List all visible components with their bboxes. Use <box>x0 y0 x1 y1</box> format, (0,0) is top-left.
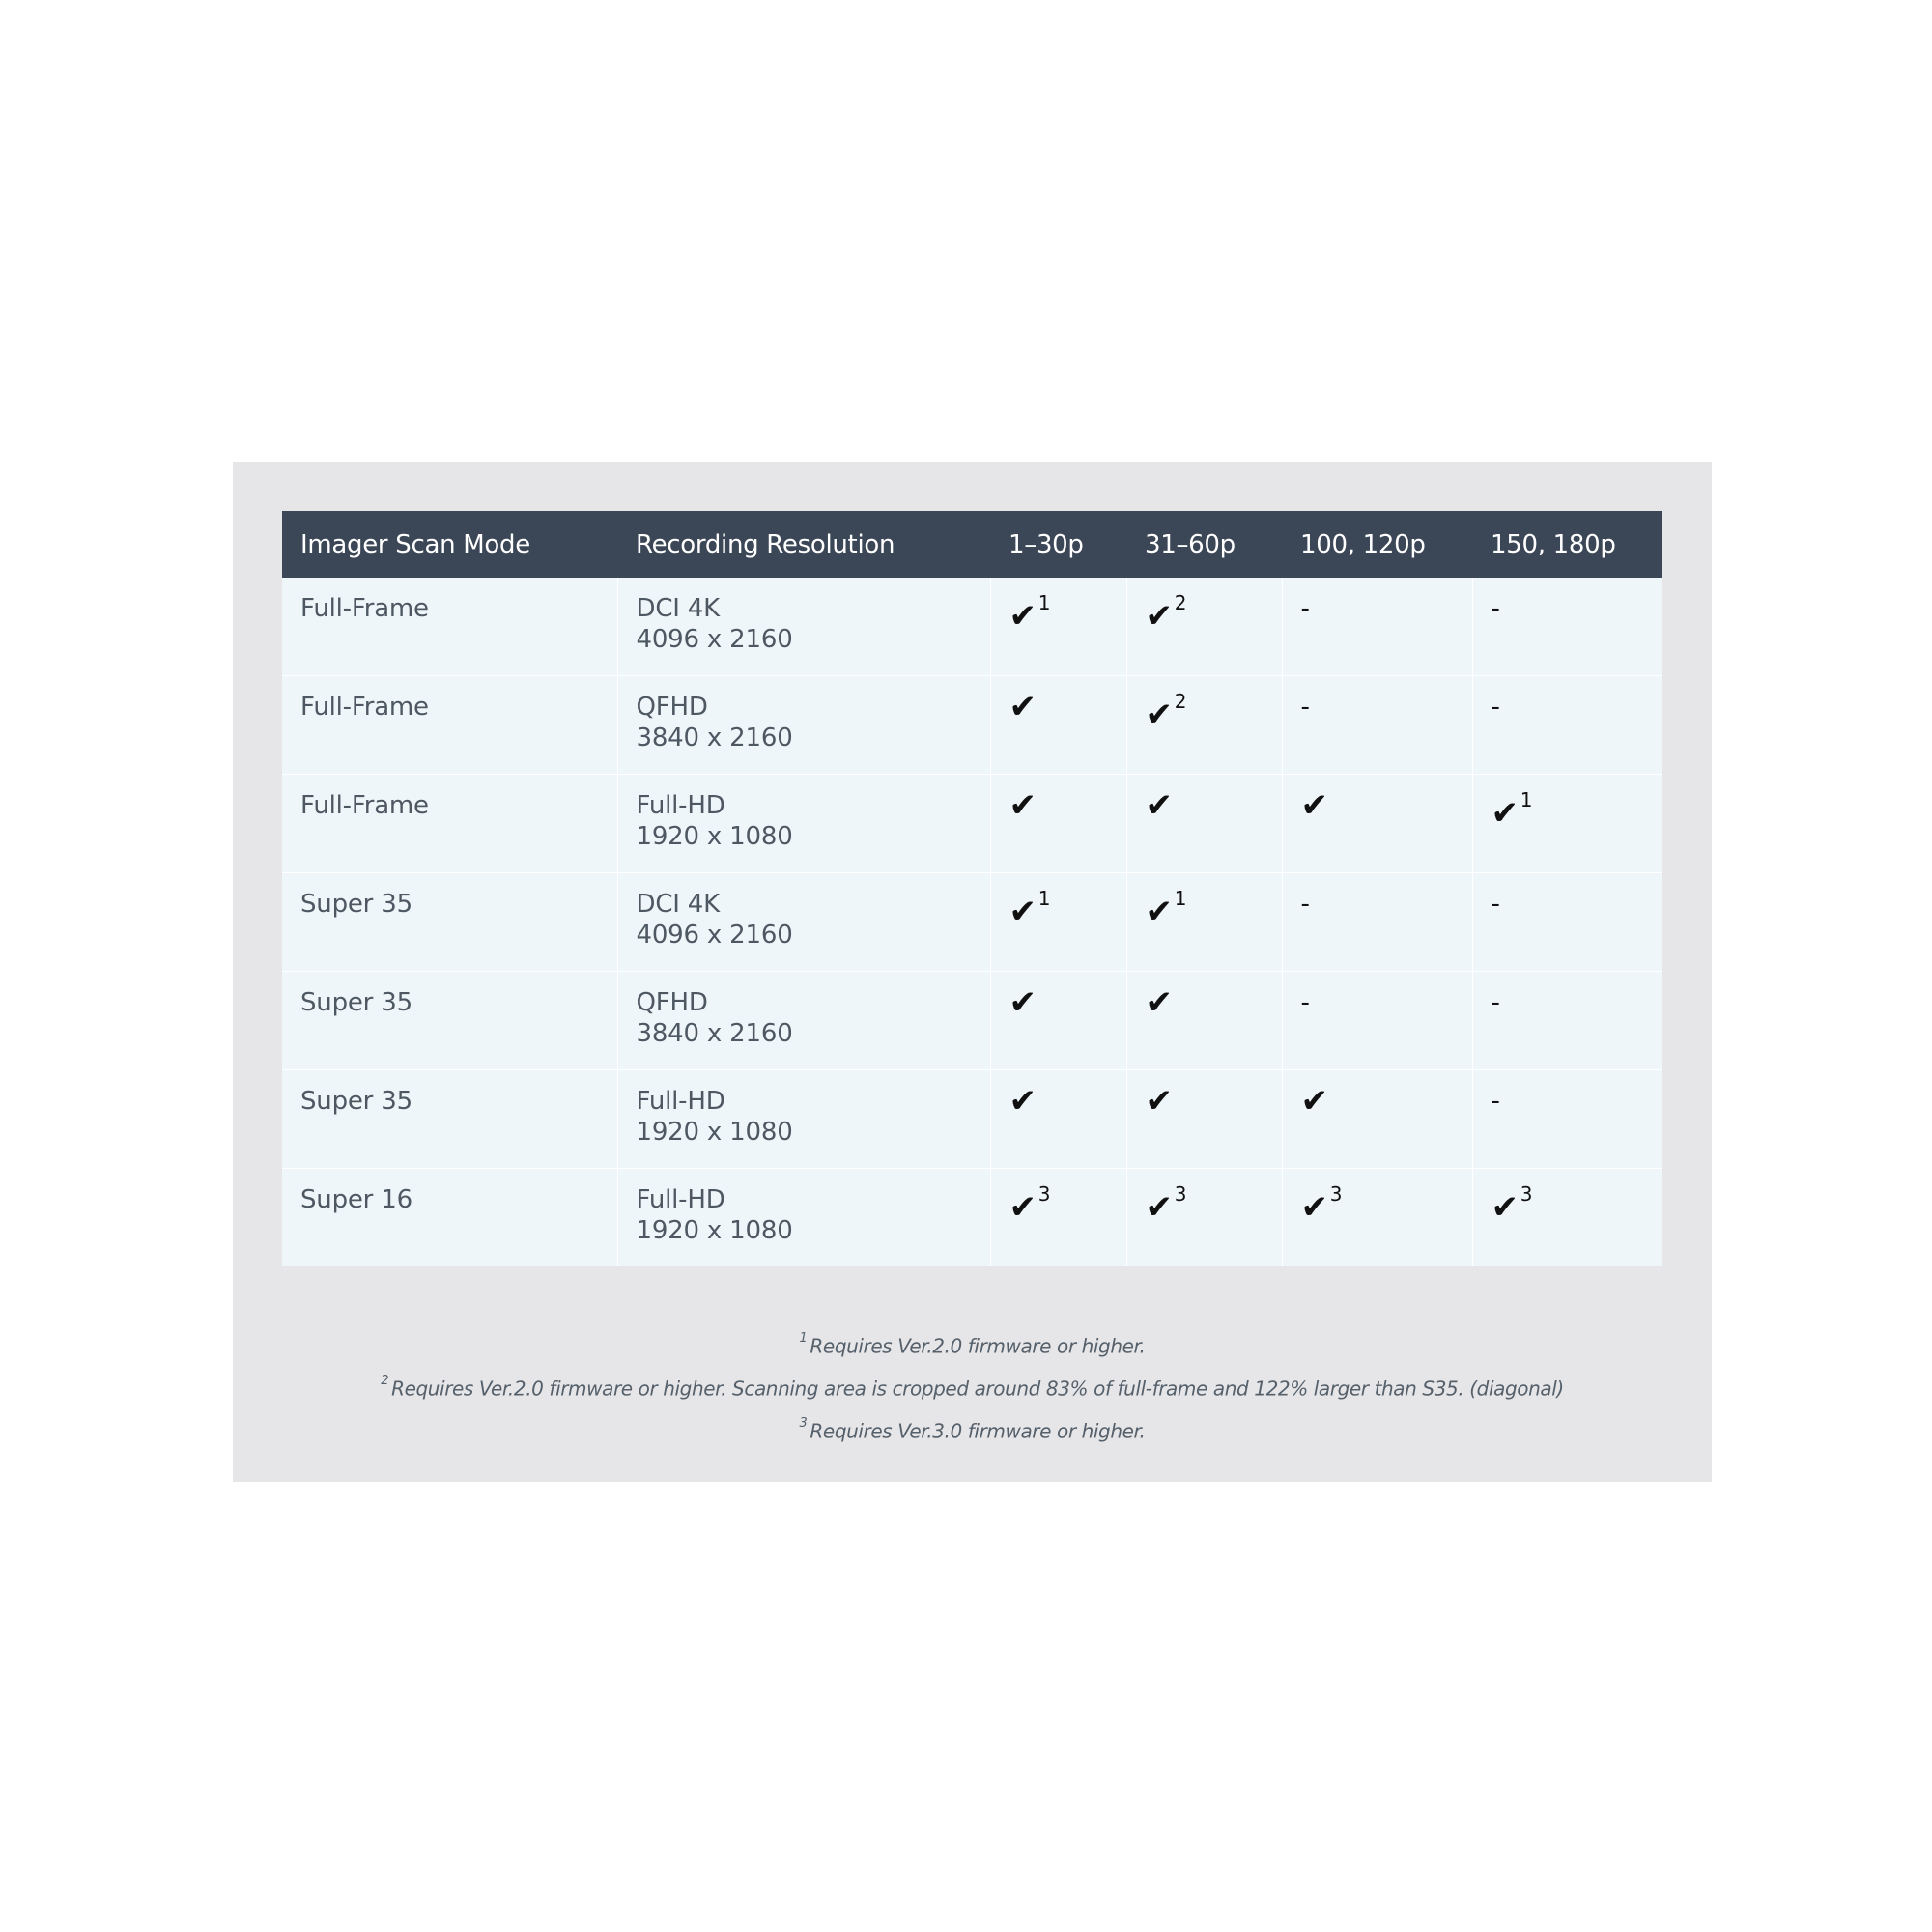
footnote-mark: 2 <box>381 1374 389 1388</box>
cell-frame-rate-support <box>1472 972 1662 1070</box>
cell-scan-mode: Full-Frame <box>282 676 617 775</box>
check-mark-icon: ✔ $^3$ <box>1009 1182 1051 1228</box>
cell-scan-mode: Full-Frame <box>282 775 617 873</box>
footnote-ref: 3 <box>1329 1182 1343 1206</box>
table-row <box>282 676 1662 775</box>
footnote-ref: 2 <box>1174 690 1187 713</box>
check-mark-icon: ✔ $^2$ <box>1145 690 1187 735</box>
not-supported-dash: - <box>1300 890 1310 919</box>
check-mark-icon: ✔ <box>1145 983 1173 1022</box>
cell-frame-rate-support <box>1126 676 1282 775</box>
cell-scan-mode: Full-Frame <box>282 578 617 676</box>
cell-frame-rate-support <box>1282 873 1472 972</box>
check-mark-icon: ✔ <box>1009 688 1037 726</box>
not-supported-dash: - <box>1300 693 1310 722</box>
cell-frame-rate-support <box>1126 775 1282 873</box>
cell-frame-rate-support <box>1282 1169 1472 1267</box>
footnote-ref: 2 <box>1174 591 1187 614</box>
not-supported-dash: - <box>1300 594 1310 623</box>
cell-frame-rate-support <box>990 1070 1126 1169</box>
not-supported-dash: - <box>1491 594 1500 623</box>
cell-resolution <box>617 775 990 873</box>
check-mark-icon: ✔ <box>1145 786 1173 825</box>
cell-frame-rate-support <box>990 873 1126 972</box>
check-mark-icon: ✔ $^2$ <box>1145 591 1187 637</box>
cell-frame-rate-support <box>1282 1070 1472 1169</box>
cell-frame-rate-support <box>1472 873 1662 972</box>
table-row <box>282 873 1662 972</box>
table-row <box>282 1070 1662 1169</box>
check-mark-icon: ✔ <box>1009 983 1037 1022</box>
resolution-name: Full-HD <box>636 1087 725 1116</box>
resolution-name: QFHD <box>636 988 708 1017</box>
cell-frame-rate-support <box>1282 676 1472 775</box>
not-supported-dash: - <box>1491 1087 1500 1116</box>
check-mark-icon: ✔ $^3$ <box>1491 1182 1533 1228</box>
cell-frame-rate-support <box>990 972 1126 1070</box>
check-mark-icon: ✔ $^1$ <box>1491 788 1533 834</box>
cell-frame-rate-support <box>1472 775 1662 873</box>
table-row <box>282 578 1662 676</box>
cell-resolution <box>617 1070 990 1169</box>
resolution-name: QFHD <box>636 693 708 722</box>
cell-scan-mode: Super 16 <box>282 1169 617 1267</box>
footnote-ref: 3 <box>1520 1182 1533 1206</box>
footnote-mark: 1 <box>799 1331 808 1346</box>
cell-frame-rate-support <box>1472 1070 1662 1169</box>
check-mark-icon: ✔ <box>1009 786 1037 825</box>
cell-frame-rate-support <box>1282 578 1472 676</box>
cell-scan-mode: Super 35 <box>282 1070 617 1169</box>
resolution-name: DCI 4K <box>636 594 720 623</box>
footnote-3 <box>233 1406 1712 1449</box>
footnote-text: Requires Ver.2.0 firmware or higher. <box>810 1334 1146 1358</box>
table-row <box>282 1169 1662 1267</box>
not-supported-dash: - <box>1491 988 1500 1017</box>
not-supported-dash: - <box>1491 890 1500 919</box>
cell-frame-rate-support <box>1282 775 1472 873</box>
cell-frame-rate-support <box>1126 972 1282 1070</box>
cell-frame-rate-support <box>1472 578 1662 676</box>
footnote-2 <box>233 1364 1712 1406</box>
check-mark-icon: ✔ $^1$ <box>1009 887 1051 932</box>
check-mark-icon: ✔ $^3$ <box>1300 1182 1343 1228</box>
header-150-180p: 150, 180p <box>1472 511 1662 578</box>
check-mark-icon: ✔ <box>1009 1082 1037 1121</box>
check-mark-icon: ✔ <box>1300 1082 1328 1121</box>
cell-frame-rate-support <box>1126 578 1282 676</box>
cell-frame-rate-support <box>1282 972 1472 1070</box>
footnote-ref: 1 <box>1037 887 1051 910</box>
cell-resolution <box>617 972 990 1070</box>
not-supported-dash: - <box>1491 693 1500 722</box>
header-1-30p: 1–30p <box>990 511 1126 578</box>
cell-frame-rate-support <box>1472 676 1662 775</box>
footnote-ref: 3 <box>1174 1182 1187 1206</box>
resolution-size: 1920 x 1080 <box>636 1216 793 1245</box>
footnotes <box>233 1321 1712 1449</box>
cell-frame-rate-support <box>1126 1169 1282 1267</box>
spec-panel <box>233 462 1712 1482</box>
cell-frame-rate-support <box>990 775 1126 873</box>
cell-frame-rate-support <box>1126 873 1282 972</box>
resolution-name: Full-HD <box>636 1185 725 1214</box>
check-mark-icon: ✔ $^1$ <box>1145 887 1187 932</box>
footnote-1 <box>233 1321 1712 1364</box>
check-mark-icon: ✔ <box>1300 786 1328 825</box>
footnote-text: Requires Ver.3.0 firmware or higher. <box>810 1419 1146 1443</box>
table-header-row <box>282 511 1662 578</box>
resolution-name: Full-HD <box>636 791 725 820</box>
check-mark-icon: ✔ $^3$ <box>1145 1182 1187 1228</box>
footnote-ref: 1 <box>1174 887 1187 910</box>
scan-mode-table <box>282 511 1662 1266</box>
cell-resolution <box>617 873 990 972</box>
footnote-ref: 1 <box>1037 591 1051 614</box>
cell-frame-rate-support <box>990 1169 1126 1267</box>
resolution-size: 3840 x 2160 <box>636 724 793 753</box>
footnote-ref: 1 <box>1520 788 1533 811</box>
cell-scan-mode: Super 35 <box>282 873 617 972</box>
table-row <box>282 775 1662 873</box>
table-body <box>282 578 1662 1266</box>
check-mark-icon: ✔ <box>1145 1082 1173 1121</box>
cell-frame-rate-support <box>990 578 1126 676</box>
resolution-size: 4096 x 2160 <box>636 921 793 950</box>
cell-frame-rate-support <box>1126 1070 1282 1169</box>
resolution-size: 3840 x 2160 <box>636 1019 793 1048</box>
cell-frame-rate-support <box>990 676 1126 775</box>
resolution-size: 1920 x 1080 <box>636 822 793 851</box>
cell-resolution <box>617 1169 990 1267</box>
resolution-size: 4096 x 2160 <box>636 625 793 654</box>
cell-frame-rate-support <box>1472 1169 1662 1267</box>
footnote-text: Requires Ver.2.0 firmware or higher. Scanning area is cropped around 83% of full-frame and 122% larger than S35. (diagonal) <box>391 1377 1564 1401</box>
cell-scan-mode: Super 35 <box>282 972 617 1070</box>
check-mark-icon: ✔ $^1$ <box>1009 591 1051 637</box>
footnote-ref: 3 <box>1037 1182 1051 1206</box>
resolution-size: 1920 x 1080 <box>636 1118 793 1147</box>
table-row <box>282 972 1662 1070</box>
cell-resolution <box>617 676 990 775</box>
resolution-name: DCI 4K <box>636 890 720 919</box>
cell-resolution <box>617 578 990 676</box>
header-imager-scan-mode: Imager Scan Mode <box>282 511 617 578</box>
header-31-60p: 31–60p <box>1126 511 1282 578</box>
header-recording-resolution: Recording Resolution <box>617 511 990 578</box>
not-supported-dash: - <box>1300 988 1310 1017</box>
header-100-120p: 100, 120p <box>1282 511 1472 578</box>
footnote-mark: 3 <box>799 1416 808 1431</box>
